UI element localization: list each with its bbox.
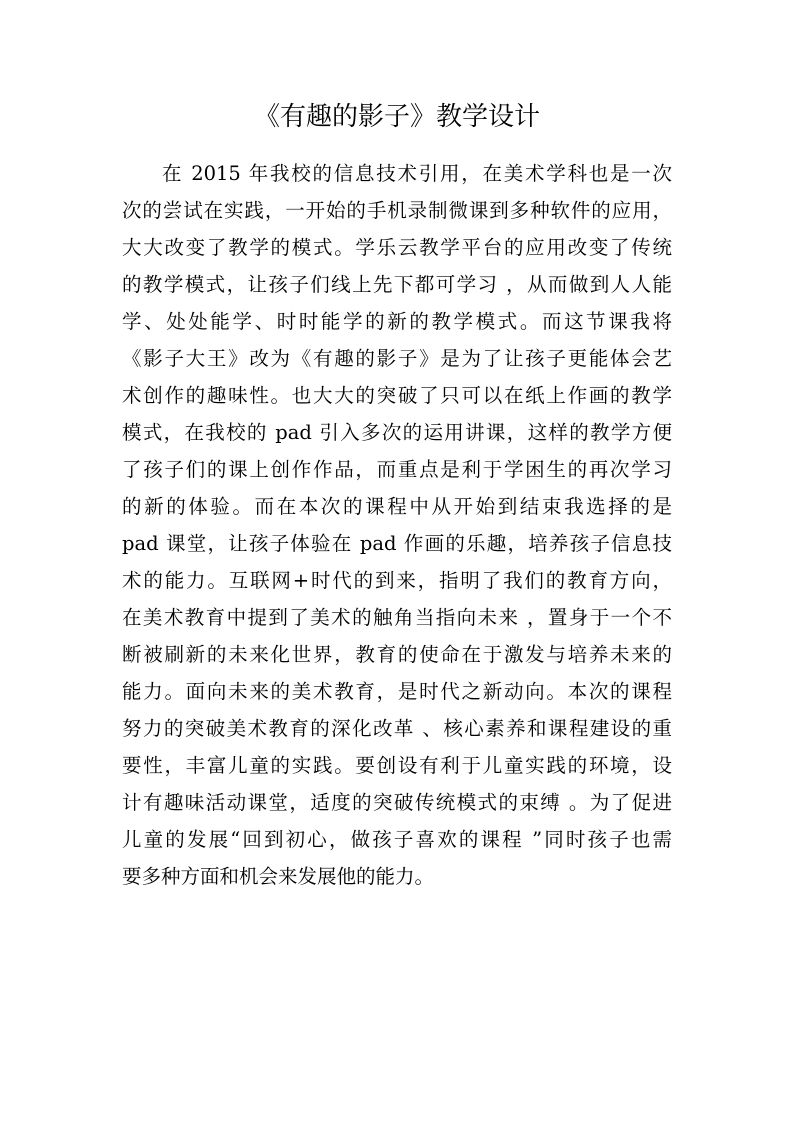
- body-line-2: 次的尝试在实践，一开始的手机录制微课到多种软件的应用，: [122, 199, 672, 222]
- body-line-15: 能力。面向未来的美术教育，是时代之新动向。本次的课程: [122, 680, 672, 703]
- body-line-11: pad 课堂，让孩子体验在 pad 作画的乐趣，培养孩子信息技: [122, 532, 672, 555]
- body-line-5: 学、处处能学、时时能学的新的教学模式。而这节课我将: [122, 310, 672, 333]
- body-line-17: 要性，丰富儿童的实践。要创设有利于儿童实践的环境，设: [122, 754, 672, 777]
- body-line-18: 计有趣味活动课堂，适度的突破传统模式的束缚 。为了促进: [122, 791, 672, 814]
- body-line-3: 大大改变了教学的模式。学乐云教学平台的应用改变了传统: [122, 236, 672, 259]
- body-line-10: 的新的体验。而在本次的课程中从开始到结束我选择的是: [122, 495, 672, 518]
- document-title: 《有趣的影子》教学设计: [253, 102, 540, 132]
- body-line-20: 要多种方面和机会来发展他的能力。: [122, 865, 435, 888]
- body-line-6: 《影子大王》改为《有趣的影子》是为了让孩子更能体会艺: [122, 347, 672, 370]
- body-line-8: 模式，在我校的 pad 引入多次的运用讲课，这样的教学方便: [122, 421, 672, 444]
- body-line-12: 术的能力。互联网+时代的到来，指明了我们的教育方向，: [122, 569, 672, 592]
- body-line-13: 在美术教育中提到了美术的触角当指向未来 ，置身于一个不: [122, 606, 672, 629]
- body-line-1: 在 2015 年我校的信息技术引用，在美术学科也是一次: [162, 162, 672, 185]
- body-line-4: 的教学模式，让孩子们线上先下都可学习 ，从而做到人人能: [122, 273, 672, 296]
- body-line-16: 努力的突破美术教育的深化改革 、核心素养和课程建设的重: [122, 717, 672, 740]
- body-line-14: 断被刷新的未来化世界，教育的使命在于激发与培养未来的: [122, 643, 672, 666]
- body-line-7: 术创作的趣味性。也大大的突破了只可以在纸上作画的教学: [122, 384, 672, 407]
- body-line-9: 了孩子们的课上创作作品，而重点是利于学困生的再次学习: [122, 458, 672, 481]
- document-body: [122, 155, 672, 895]
- body-line-19: 儿童的发展“回到初心，做孩子喜欢的课程 ”同时孩子也需: [122, 828, 672, 851]
